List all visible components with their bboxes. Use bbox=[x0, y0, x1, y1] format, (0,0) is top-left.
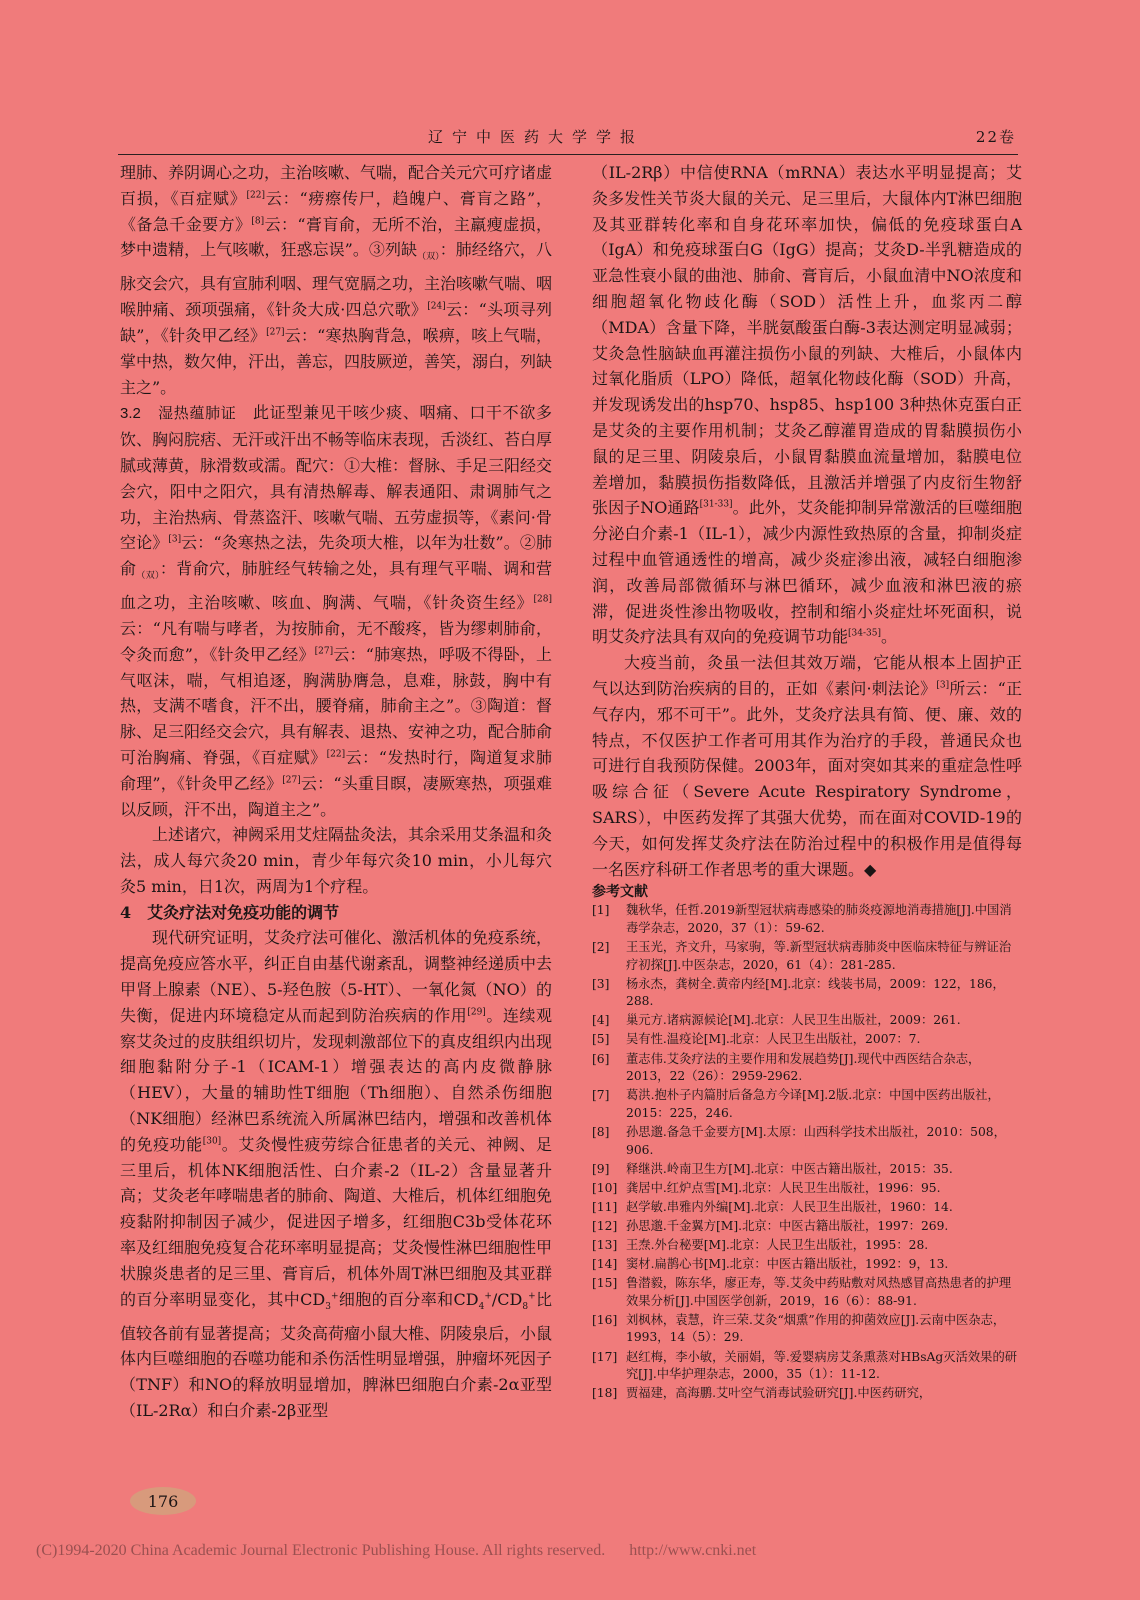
left-column bbox=[120, 160, 552, 1424]
section-3-2: 3.2 湿热蕴肺证 此证型兼见干咳少痰、咽痛、口干不欲多饮、胸闷脘痞、无汗或汗出不畅等临床表现，舌淡红、苔白厚腻或薄黄，脉滑数或濡。配穴：①大椎：督脉、手足三阳经交会穴，阳中之阳穴，具有清热解毒、解表通阳、肃调肺气之功，主治热病、骨蒸盗汗、咳嗽气喘、五劳虚损等，《素问·骨空论》[3]云：“灸寒热之法，先灸项大椎，以年为壮数”。②肺俞$_{(双)}$：背俞穴，肺脏经气转输之处，具有理气平喘、调和营血之功，主治咳嗽、咳血、胸满、气喘，《针灸资生经》[28]云：“凡有喘与哮者，为按肺俞，无不酸疼，皆为缪刺肺俞，令灸而愈”，《针灸甲乙经》[27]云：“肺寒热，呼吸不得卧，上气呕沫，喘，气相追逐，胸满胁膺急，息难，脉鼓，胸中有热，支满不嗜食，汗不出，腰脊痛，肺俞主之”。③陶道：督脉、足三阳经交会穴，具有解表、退热、安神之功，配合肺俞可治胸痛、脊强，《百症赋》[22]云：“发热时行，陶道复求肺俞理”，《针灸甲乙经》[27]云：“头重目瞑，凄厥寒热，项强难以反顾，汗不出，陶道主之”。 bbox=[120, 403, 553, 819]
reference-text: 魏秋华，任哲.2019新型冠状病毒感染的肺炎疫源地消毒措施[J].中国消毒学杂志，2020，37（1）：59-62. bbox=[626, 903, 1012, 935]
reference-text: 释继洪.岭南卫生方[M].北京：中医古籍出版社，2015：35. bbox=[626, 1161, 953, 1176]
citation[interactable]: [3] bbox=[936, 680, 950, 691]
reference-number: [12] bbox=[592, 1218, 618, 1233]
page-number: 176 bbox=[130, 1487, 196, 1515]
reference-number: [2] bbox=[592, 940, 610, 954]
reference-item bbox=[592, 902, 1022, 937]
reference-number: [5] bbox=[592, 1032, 610, 1047]
paragraph: 大疫当前，灸虽一法但其效万端，它能从根本上固护正气以达到防治疾病的目的，正如《素问·刺法论》[3]所云：“正气存内，邪不可干”。此外，艾灸疗法具有简、便、廉、效的特点，不仅医护工作者可用其作为治疗的手段，普通民众也可进行自我预防保健。2003年，面对突如其来的重症急性呼吸综合征（Severe Acute Respiratory Syndrome，SARS），中医药发挥了其强大优势，而在面对COVID-19的今天，如何发挥艾灸疗法在防治过程中的积极作用是值得每一名医疗科研工作者思考的重大课题。◆ bbox=[592, 653, 1022, 879]
reference-item bbox=[592, 1012, 1022, 1030]
citation[interactable]: [22] bbox=[326, 749, 346, 760]
reference-number: [15] bbox=[592, 1276, 618, 1291]
citation[interactable]: [28] bbox=[533, 594, 552, 605]
citation[interactable]: [22] bbox=[246, 190, 265, 201]
citation[interactable]: [24] bbox=[427, 301, 446, 312]
reference-text: 赵红梅，李小敏，关丽娟，等.爱婴病房艾条熏蒸对HBsAg灭活效果的研究[J].中华护理杂志，2000，35（1）：11-12. bbox=[626, 1349, 1018, 1382]
paragraph: 上述诸穴，神阙采用艾炷隔盐灸法，其余采用艾条温和灸法，成人每穴灸20 min，青少年每穴灸10 min，小儿每穴灸5 min，日1次，两周为1个疗程。 bbox=[120, 825, 553, 896]
reference-item bbox=[592, 1218, 1022, 1236]
reference-item bbox=[592, 939, 1022, 974]
reference-number: [14] bbox=[592, 1257, 618, 1272]
reference-number: [18] bbox=[592, 1386, 618, 1401]
reference-number: [1] bbox=[592, 903, 610, 918]
reference-item bbox=[592, 976, 1022, 1011]
reference-item bbox=[592, 1161, 1022, 1179]
reference-text: 贾福建，高海鹏.艾叶空气消毒试验研究[J].中医药研究， bbox=[626, 1386, 932, 1401]
reference-item bbox=[592, 1051, 1022, 1086]
citation[interactable]: [30] bbox=[202, 1136, 222, 1147]
reference-text: 吴有性.温疫论[M].北京：人民卫生出版社，2007：7. bbox=[626, 1032, 921, 1047]
reference-number: [13] bbox=[592, 1238, 618, 1252]
references-heading: 参考文献 bbox=[592, 884, 648, 901]
reference-text: 王玉光，齐文升，马家驹，等.新型冠状病毒肺炎中医临床特征与辨证治疗初探[J].中医杂志，2020，61（4）：281-285. bbox=[626, 940, 1012, 972]
reference-item bbox=[592, 1031, 1022, 1049]
citation[interactable]: [8] bbox=[251, 216, 265, 227]
reference-number: [6] bbox=[592, 1051, 610, 1066]
reference-item bbox=[592, 1087, 1022, 1122]
reference-text: 窦材.扁鹊心书[M].北京：中医古籍出版社，1992：9，13. bbox=[626, 1257, 949, 1272]
reference-text: 孙思邈.备急千金要方[M].太原：山西科学技术出版社，2010：508，906. bbox=[626, 1124, 1006, 1157]
reference-item bbox=[592, 1312, 1022, 1347]
reference-number: [4] bbox=[592, 1013, 610, 1028]
reference-number: [11] bbox=[592, 1199, 618, 1214]
reference-list bbox=[592, 902, 1022, 1403]
citation[interactable]: [27] bbox=[314, 646, 334, 657]
reference-item bbox=[592, 1256, 1022, 1274]
reference-text: 龚居中.红炉点雪[M].北京：人民卫生出版社，1996：95. bbox=[626, 1180, 941, 1195]
volume-label: 22卷 bbox=[975, 128, 1016, 146]
citation[interactable]: [31-33] bbox=[699, 500, 733, 511]
reference-item bbox=[592, 1275, 1022, 1310]
reference-text: 赵学敏.串雅内外编[M].北京：人民卫生出版社，1960：14. bbox=[626, 1199, 953, 1214]
reference-item bbox=[592, 1237, 1022, 1255]
paragraph: 理肺、养阴调心之功，主治咳嗽、气喘，配合关元穴可疗诸虚百损，《百症赋》[22]云：“痨瘵传尸，趋魄户、膏肓之路”，《备急千金要方》[8]云：“膏肓俞，无所不治，主羸瘦虚损，梦中遗精，上气咳嗽，狂惑忘误”。③列缺$_{(双)}$：肺经络穴，八脉交会穴，具有宣肺利咽、理气宽膈之功，主治咳嗽气喘、咽喉肿痛、颈项强痛，《针灸大成·四总穴歌》[24]云：“头项寻列缺”，《针灸甲乙经》[27]云：“寒热胸背急，喉痹，咳上气喘，掌中热，数欠伸，汗出，善忘，四肢厥逆，善笑，溺白，列缺主之”。 bbox=[120, 163, 553, 397]
reference-number: [3] bbox=[592, 976, 610, 991]
running-header bbox=[118, 124, 1018, 155]
reference-item bbox=[592, 1385, 1022, 1403]
reference-text: 董志伟.艾灸疗法的主要作用和发展趋势[J].现代中西医结合杂志，2013，22（26）：2959-2962. bbox=[626, 1051, 981, 1084]
copyright-footer bbox=[36, 1542, 756, 1560]
reference-text: 孙思邈.千金翼方[M].北京：中医古籍出版社，1997：269. bbox=[626, 1218, 949, 1233]
reference-text: 巢元方.诸病源候论[M].北京：人民卫生出版社，2009：261. bbox=[626, 1013, 961, 1028]
reference-number: [10] bbox=[592, 1180, 618, 1195]
reference-item bbox=[592, 1180, 1022, 1198]
citation[interactable]: [27] bbox=[266, 327, 285, 338]
reference-text: 杨永杰，龚树全.黄帝内经[M].北京：线装书局，2009：122，186，288. bbox=[626, 976, 1005, 1009]
reference-item bbox=[592, 1124, 1022, 1159]
reference-number: [7] bbox=[592, 1088, 610, 1103]
reference-item bbox=[592, 1349, 1022, 1384]
reference-text: 葛洪.抱朴子内篇肘后备急方今译[M].2版.北京：中国中医药出版社，2015：225，246. bbox=[626, 1088, 1000, 1120]
reference-number: [17] bbox=[592, 1349, 618, 1364]
citation[interactable]: [29] bbox=[467, 1007, 486, 1018]
citation[interactable]: [27] bbox=[282, 775, 301, 786]
citation[interactable]: [3] bbox=[168, 535, 182, 546]
reference-text: 刘枫林，袁慧，许三荣.艾灸“烟熏”作用的抑菌效应[J].云南中医杂志，1993，14（5）：29. bbox=[626, 1312, 1006, 1345]
reference-number: [9] bbox=[592, 1161, 610, 1176]
reference-text: 王焘.外台秘要[M].北京：人民卫生出版社，1995：28. bbox=[626, 1238, 929, 1252]
reference-item bbox=[592, 1199, 1022, 1217]
citation[interactable]: [34-35] bbox=[848, 629, 881, 640]
copyright-text: (C)1994-2020 China Academic Journal Electronic Publishing House. All rights reserved. bbox=[36, 1542, 606, 1559]
paragraph: （IL-2Rβ）中信使RNA（mRNA）表达水平明显提高；艾灸多发性关节炎大鼠的关元、足三里后，大鼠体内T淋巴细胞及其亚群转化率和自身花环率加快，偏低的免疫球蛋白A（IgA）和免疫球蛋白G（IgG）提高；艾灸D-半乳糖造成的亚急性衰小鼠的曲池、肺俞、膏肓后，小鼠血清中NO浓度和细胞超氧化物歧化酶（SOD）活性上升，血浆丙二醇（MDA）含量下降，半胱氨酸蛋白酶-3表达测定明显减弱；艾灸急性脑缺血再灌注损伤小鼠的列缺、大椎后，小鼠体内过氧化脂质（LPO）降低，超氧化物歧化酶（SOD）升高，并发现诱发出的hsp70、hsp85、hsp100 3种热休克蛋白正是艾灸的主要作用机制；艾灸乙醇灌胃造成的胃黏膜损伤小鼠的足三里、阴陵泉后，小鼠胃黏膜血流量增加，黏膜电位差增加，黏膜损伤指数降低，且激活并增强了内皮衍生物舒张因子NO通路[31-33]。此外，艾灸能抑制异常激活的巨噬细胞分泌白介素-1（IL-1），减少内源性致热原的含量，抑制炎症过程中血管通透性的增高，减少炎症渗出液，减轻白细胞渗润，改善局部微循环与淋巴循环，减少血液和淋巴液的瘀滞，促进炎性渗出物吸收，控制和缩小炎症灶坏死面积，说明艾灸疗法具有双向的免疫调节功能[34-35]。 bbox=[592, 163, 1022, 647]
footer-link[interactable]: http://www.cnki.net bbox=[629, 1542, 757, 1559]
journal-title: 辽宁中医药大学学报 bbox=[428, 128, 645, 146]
reference-number: [8] bbox=[592, 1124, 610, 1139]
right-column bbox=[592, 160, 1022, 1404]
reference-text: 鲁潜毅，陈东华，廖正寿，等.艾灸中药贴敷对风热感冒高热患者的护理效果分析[J].中国医学创新，2019，16（6）：88-91. bbox=[626, 1276, 1012, 1308]
section-4-heading: 4 艾灸疗法对免疫功能的调节 bbox=[120, 902, 340, 922]
paragraph: 现代研究证明，艾灸疗法可催化、激活机体的免疫系统，提高免疫应答水平，纠正自由基代谢紊乱，调整神经递质中去甲肾上腺素（NE）、5-羟色胺（5-HT）、一氧化氮（NO）的失衡，促进内环境稳定从而起到防治疾病的作用[29]。连续观察艾灸过的皮肤组织切片，发现刺激部位下的真皮组织内出现细胞黏附分子-1（ICAM-1）增强表达的高内皮微静脉（HEV），大量的辅助性T细胞（Th细胞）、自然杀伤细胞（NK细胞）经淋巴系统流入所属淋巴结内，增强和改善机体的免疫功能[30]。艾灸慢性疲劳综合征患者的关元、神阙、足三里后，机体NK细胞活性、白介素-2（IL-2）含量显著升高；艾灸老年哮喘患者的肺俞、陶道、大椎后，机体红细胞免疫黏附抑制因子减少，促进因子增多，红细胞C3b受体花环率及红细胞免疫复合花环率明显提高；艾灸慢性淋巴细胞性甲状腺炎患者的足三里、膏肓后，机体外周T淋巴细胞及其亚群的百分率明显变化，其中$CD_3^+$细胞的百分率和$CD_4^+/CD_8^+$比值较各前有显著提高；艾灸高荷瘤小鼠大椎、阴陵泉后，小鼠体内巨噬细胞的吞噬功能和杀伤活性明显增强，肿瘤坏死因子（TNF）和NO的释放明显增加，脾淋巴细胞白介素-2α亚型（IL-2Rα）和白介素-2β亚型 bbox=[120, 928, 553, 1421]
reference-number: [16] bbox=[592, 1312, 618, 1327]
